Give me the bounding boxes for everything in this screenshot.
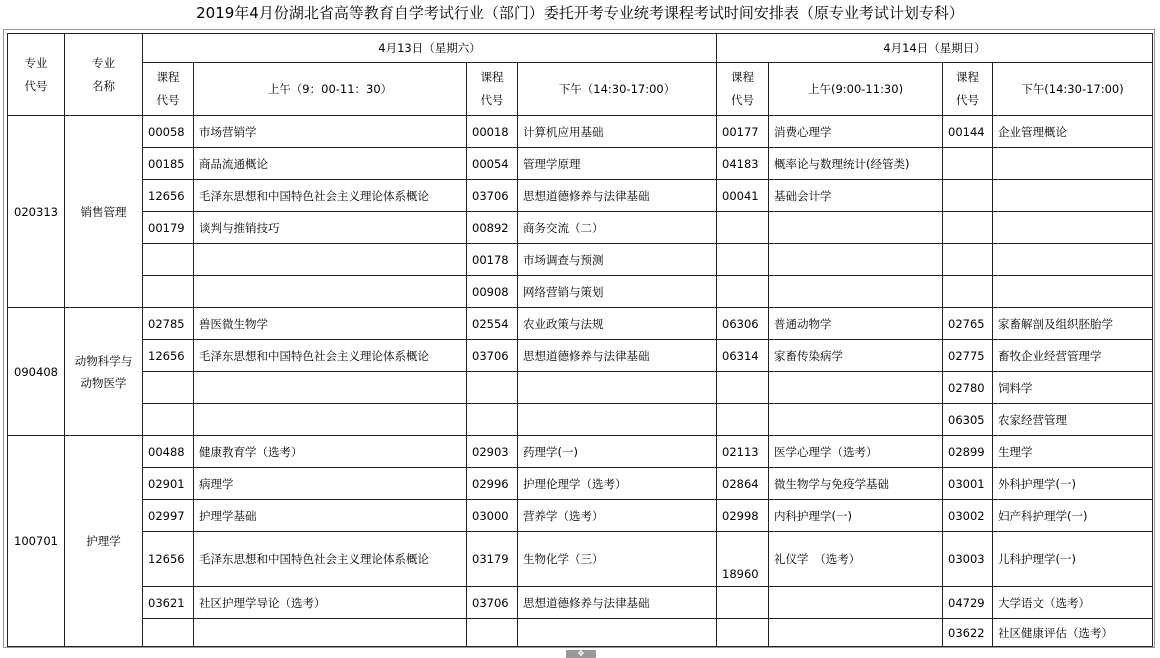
course-name-cell: 护理伦理学（选考） [518, 468, 717, 500]
table-row [8, 436, 1153, 468]
course-code-cell [943, 212, 993, 244]
course-code-cell: 02780 [943, 372, 993, 404]
header-major-name: 专业名称 [65, 34, 143, 116]
course-code-cell: 03706 [467, 587, 518, 619]
course-code-cell: 04183 [717, 148, 769, 180]
course-code-cell: 02765 [943, 308, 993, 340]
course-name-cell: 饲料学 [993, 372, 1153, 404]
course-name-cell [993, 180, 1153, 212]
course-name-cell: 基础会计学 [769, 180, 943, 212]
major-name-cell: 护理学 [65, 436, 143, 647]
course-code-cell [943, 244, 993, 276]
course-name-cell: 健康教育学（选考） [194, 436, 467, 468]
course-code-cell: 06306 [717, 308, 769, 340]
course-name-cell [518, 372, 717, 404]
course-name-cell: 社区护理学导论（选考） [194, 587, 467, 619]
course-code-cell: 02785 [143, 308, 194, 340]
course-code-cell [143, 372, 194, 404]
course-name-cell: 社区健康评估（选考） [993, 619, 1153, 647]
course-name-cell: 概率论与数理统计(经管类) [769, 148, 943, 180]
course-name-cell [993, 148, 1153, 180]
course-name-cell: 网络营销与策划 [518, 276, 717, 308]
course-name-cell [518, 619, 717, 647]
course-name-cell: 微生物学与免疫学基础 [769, 468, 943, 500]
course-code-cell [717, 212, 769, 244]
major-code-cell: 020313 [8, 116, 65, 308]
course-name-cell: 外科护理学(一) [993, 468, 1153, 500]
course-code-cell: 06314 [717, 340, 769, 372]
course-code-cell [143, 244, 194, 276]
course-name-cell: 思想道德修养与法律基础 [518, 340, 717, 372]
course-name-cell: 药理学(一) [518, 436, 717, 468]
course-code-cell: 02903 [467, 436, 518, 468]
course-name-cell: 农业政策与法规 [518, 308, 717, 340]
header-d2-pm: 下午(14:30-17:00) [993, 63, 1153, 116]
header-d1-pm: 下午（14:30-17:00） [518, 63, 717, 116]
course-code-cell: 03001 [943, 468, 993, 500]
course-name-cell: 畜牧企业经营管理学 [993, 340, 1153, 372]
header-day2: 4月14日（星期日） [717, 34, 1153, 63]
course-name-cell: 市场营销学 [194, 116, 467, 148]
course-code-cell: 03622 [943, 619, 993, 647]
header-course-code: 课程代号 [717, 63, 769, 116]
header-course-code: 课程代号 [143, 63, 194, 116]
course-code-cell: 02899 [943, 436, 993, 468]
course-code-cell [143, 619, 194, 647]
course-name-cell: 兽医微生物学 [194, 308, 467, 340]
course-code-cell [717, 372, 769, 404]
course-code-cell [943, 148, 993, 180]
course-name-cell: 生物化学（三） [518, 532, 717, 587]
course-name-cell: 市场调查与预测 [518, 244, 717, 276]
course-name-cell: 家畜传染病学 [769, 340, 943, 372]
course-name-cell [769, 212, 943, 244]
header-d1-am: 上午（9：00-11：30） [194, 63, 467, 116]
course-code-cell [717, 404, 769, 436]
course-code-cell: 00892 [467, 212, 518, 244]
course-code-cell: 03621 [143, 587, 194, 619]
course-name-cell [993, 276, 1153, 308]
major-name-cell: 销售管理 [65, 116, 143, 308]
course-code-cell: 12656 [143, 532, 194, 587]
course-name-cell [769, 619, 943, 647]
move-handle-icon: ✥ [577, 649, 585, 658]
course-name-cell: 思想道德修养与法律基础 [518, 587, 717, 619]
course-code-cell: 00018 [467, 116, 518, 148]
course-code-cell [717, 587, 769, 619]
course-code-cell: 02997 [143, 500, 194, 532]
course-name-cell: 商品流通概论 [194, 148, 467, 180]
table-row [8, 532, 1153, 587]
course-code-cell [943, 180, 993, 212]
course-code-cell [943, 276, 993, 308]
course-code-cell: 06305 [943, 404, 993, 436]
course-code-cell: 03000 [467, 500, 518, 532]
course-code-cell: 00179 [143, 212, 194, 244]
table-row [8, 308, 1153, 340]
course-code-cell: 02113 [717, 436, 769, 468]
table-row [8, 404, 1153, 436]
table-row [8, 276, 1153, 308]
table-row [8, 500, 1153, 532]
course-code-cell: 03002 [943, 500, 993, 532]
course-name-cell [194, 404, 467, 436]
header-day1: 4月13日（星期六） [143, 34, 717, 63]
header-course-code: 课程代号 [943, 63, 993, 116]
course-code-cell [717, 276, 769, 308]
course-name-cell: 儿科护理学(一) [993, 532, 1153, 587]
course-name-cell [194, 244, 467, 276]
course-code-cell [143, 276, 194, 308]
header-d2-am: 上午(9:00-11:30) [769, 63, 943, 116]
exam-schedule-table [7, 33, 1153, 647]
course-code-cell: 00058 [143, 116, 194, 148]
table-row [8, 180, 1153, 212]
major-name-cell: 动物科学与动物医学 [65, 308, 143, 436]
course-code-cell: 00488 [143, 436, 194, 468]
course-name-cell: 毛泽东思想和中国特色社会主义理论体系概论 [194, 532, 467, 587]
course-code-cell: 00908 [467, 276, 518, 308]
course-name-cell: 家畜解剖及组织胚胎学 [993, 308, 1153, 340]
course-code-cell: 00177 [717, 116, 769, 148]
table-row [8, 212, 1153, 244]
course-code-cell: 03706 [467, 340, 518, 372]
course-code-cell: 18960 [717, 532, 769, 587]
table-row [8, 148, 1153, 180]
table-row [8, 116, 1153, 148]
course-name-cell: 护理学基础 [194, 500, 467, 532]
course-code-cell: 00144 [943, 116, 993, 148]
course-name-cell: 农家经营管理 [993, 404, 1153, 436]
course-code-cell: 02775 [943, 340, 993, 372]
course-name-cell: 管理学原理 [518, 148, 717, 180]
course-code-cell [717, 619, 769, 647]
course-code-cell: 03179 [467, 532, 518, 587]
page-title: 2019年4月份湖北省高等教育自学考试行业（部门）委托开考专业统考课程考试时间安排表（原专业考试计划专科） [196, 4, 964, 22]
course-name-cell: 企业管理概论 [993, 116, 1153, 148]
course-code-cell: 02864 [717, 468, 769, 500]
course-code-cell: 02996 [467, 468, 518, 500]
course-name-cell: 病理学 [194, 468, 467, 500]
course-name-cell: 妇产科护理学(一) [993, 500, 1153, 532]
course-code-cell [467, 619, 518, 647]
course-name-cell [518, 404, 717, 436]
course-name-cell: 礼仪学 （选考） [769, 532, 943, 587]
course-name-cell [993, 212, 1153, 244]
course-code-cell: 02554 [467, 308, 518, 340]
course-code-cell: 02998 [717, 500, 769, 532]
course-code-cell: 12656 [143, 340, 194, 372]
course-name-cell: 思想道德修养与法律基础 [518, 180, 717, 212]
table-row [8, 468, 1153, 500]
table-row [8, 340, 1153, 372]
course-code-cell: 03003 [943, 532, 993, 587]
course-name-cell: 营养学（选考） [518, 500, 717, 532]
course-code-cell: 00178 [467, 244, 518, 276]
course-name-cell: 医学心理学（选考） [769, 436, 943, 468]
course-name-cell [769, 404, 943, 436]
course-name-cell [769, 372, 943, 404]
course-name-cell [993, 244, 1153, 276]
course-name-cell: 计算机应用基础 [518, 116, 717, 148]
course-code-cell [467, 404, 518, 436]
course-name-cell [769, 276, 943, 308]
table-row [8, 244, 1153, 276]
course-name-cell: 内科护理学(一) [769, 500, 943, 532]
course-code-cell: 00041 [717, 180, 769, 212]
course-name-cell [194, 276, 467, 308]
course-name-cell: 商务交流（二） [518, 212, 717, 244]
course-name-cell [194, 372, 467, 404]
major-code-cell: 090408 [8, 308, 65, 436]
course-name-cell: 生理学 [993, 436, 1153, 468]
course-name-cell: 大学语文（选考） [993, 587, 1153, 619]
course-name-cell [769, 587, 943, 619]
course-name-cell: 毛泽东思想和中国特色社会主义理论体系概论 [194, 340, 467, 372]
course-code-cell: 00054 [467, 148, 518, 180]
table-move-handle[interactable] [566, 650, 596, 658]
course-name-cell: 消费心理学 [769, 116, 943, 148]
course-name-cell [194, 619, 467, 647]
course-code-cell [143, 404, 194, 436]
major-code-cell: 100701 [8, 436, 65, 647]
course-code-cell: 03706 [467, 180, 518, 212]
course-code-cell: 00185 [143, 148, 194, 180]
course-code-cell [467, 372, 518, 404]
course-code-cell: 12656 [143, 180, 194, 212]
course-name-cell: 毛泽东思想和中国特色社会主义理论体系概论 [194, 180, 467, 212]
course-name-cell: 普通动物学 [769, 308, 943, 340]
table-row [8, 587, 1153, 619]
course-code-cell [717, 244, 769, 276]
course-name-cell: 谈判与推销技巧 [194, 212, 467, 244]
course-name-cell [769, 244, 943, 276]
course-code-cell: 02901 [143, 468, 194, 500]
table-row [8, 619, 1153, 647]
header-course-code: 课程代号 [467, 63, 518, 116]
table-row [8, 372, 1153, 404]
header-major-code: 专业代号 [8, 34, 65, 116]
course-code-cell: 04729 [943, 587, 993, 619]
